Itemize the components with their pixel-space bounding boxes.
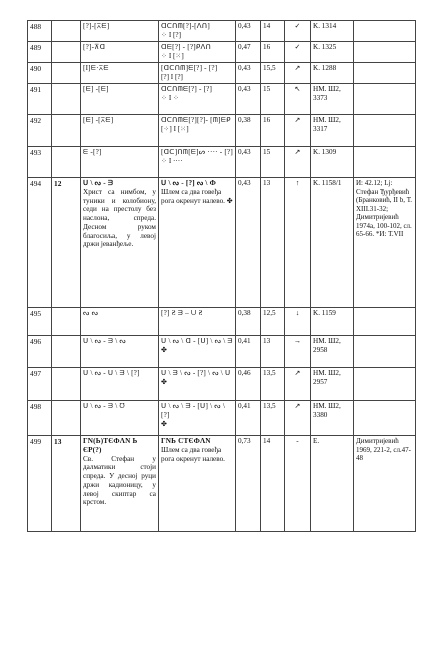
reverse-cell <box>159 115 236 147</box>
reverse-description: ✤ <box>161 377 168 386</box>
reverse-cell <box>159 21 236 42</box>
table-row <box>28 368 416 401</box>
weight-cell: 0,46 <box>236 368 261 401</box>
row-number: 498 <box>28 401 52 436</box>
weight-cell: 0,43 <box>236 63 261 84</box>
obverse-cell <box>81 336 159 368</box>
collection-cell: НМ. Ш2, 2957 <box>311 368 354 401</box>
die-axis-cell: ↗ <box>285 401 311 436</box>
row-number: 489 <box>28 42 52 63</box>
literature-cell: Димитријевић 1969, 221-2, сл.47-48 <box>354 436 416 532</box>
diameter-cell: 12,5 <box>261 308 285 336</box>
table-row <box>28 115 416 147</box>
collection-cell: НМ. Ш2, 3373 <box>311 84 354 115</box>
diameter-cell: 15,5 <box>261 63 285 84</box>
row-number: 494 <box>28 178 52 308</box>
row-number: 488 <box>28 21 52 42</box>
literature-cell <box>354 42 416 63</box>
obverse-description: Св. Стефан у далматики стоји спреда. У десној руци држи кадионицу, у левој скиптар са крстом. <box>83 454 156 507</box>
die-axis-cell: ✓ <box>285 42 311 63</box>
type-number <box>52 42 81 63</box>
diameter-cell: 16 <box>261 115 285 147</box>
table-row <box>28 42 416 63</box>
row-number: 499 <box>28 436 52 532</box>
obverse-inscription: [I]ᗴ·⊼ᗴ <box>83 64 109 72</box>
reverse-description: Шлем са два говеђа рога окренут налево. ✤ <box>161 187 233 205</box>
coin-catalogue-table <box>27 20 416 532</box>
table-row <box>28 401 416 436</box>
reverse-inscription: ᑌ \ ᔓ \ ᗡ - [ᑌ] \ ᔓ \ ᗱ <box>161 337 233 345</box>
die-axis-cell: ↗ <box>285 368 311 401</box>
table-row <box>28 308 416 336</box>
reverse-inscription: ᑌ \ ᔓ \ ᗱ - [ᑌ] \ ᔓ \ [?] <box>161 402 226 419</box>
type-number <box>52 84 81 115</box>
row-number: 497 <box>28 368 52 401</box>
collection-cell: НМ. Ш2, 3380 <box>311 401 354 436</box>
obverse-cell <box>81 84 159 115</box>
type-number <box>52 21 81 42</box>
obverse-cell <box>81 42 159 63</box>
collection-cell: НМ. Ш2, 2958 <box>311 336 354 368</box>
obverse-inscription: ᑌ \ ᔓ - ᑌ \ ᗱ \ [?] <box>83 369 140 377</box>
reverse-description: ✤ <box>161 419 168 428</box>
weight-cell: 0,43 <box>236 178 261 308</box>
type-number <box>52 63 81 84</box>
table-row <box>28 84 416 115</box>
die-axis-cell: → <box>285 336 311 368</box>
row-number: 492 <box>28 115 52 147</box>
weight-cell: 0,43 <box>236 21 261 42</box>
collection-cell: K. 1159 <box>311 308 354 336</box>
obverse-inscription: ᑌ \ ᔓ - ᗱ <box>83 179 114 187</box>
obverse-cell <box>81 401 159 436</box>
type-number <box>52 115 81 147</box>
obverse-inscription: ᔓ ᔓ <box>83 309 99 317</box>
type-number <box>52 336 81 368</box>
table-row <box>28 336 416 368</box>
table-row <box>28 178 416 308</box>
type-number <box>52 368 81 401</box>
row-number: 495 <box>28 308 52 336</box>
obverse-cell <box>81 147 159 178</box>
literature-cell <box>354 84 416 115</box>
literature-cell: И: 42.12; Lj: Стефан Ђурђевић (Бранковић, II b, Т. XIII.31-32; Димитријевић 1974а, 100-102, сл. 65-66. *И: T.VII <box>354 178 416 308</box>
reverse-description: ⁘ I ···· <box>161 156 183 165</box>
diameter-cell: 13,5 <box>261 368 285 401</box>
obverse-inscription: [ᗴ] -[ᗴ] <box>83 85 109 93</box>
row-number: 490 <box>28 63 52 84</box>
collection-cell: Е. <box>311 436 354 532</box>
row-number: 491 <box>28 84 52 115</box>
die-axis-cell: ↗ <box>285 63 311 84</box>
diameter-cell: 15 <box>261 147 285 178</box>
collection-cell: K. 1309 <box>311 147 354 178</box>
weight-cell: 0,43 <box>236 84 261 115</box>
obverse-inscription: ᑌ \ ᔓ - ᗱ \ ᔓ <box>83 337 127 345</box>
table-row <box>28 21 416 42</box>
obverse-description: Христ са нимбом, у туники и колобиону, седи на престолу без наслона, спреда. Десном руком благосиља, у левој држи јеванђеље. <box>83 187 156 249</box>
literature-cell <box>354 147 416 178</box>
diameter-cell: 13 <box>261 178 285 308</box>
reverse-inscription: ᗡᗴ[?] - [?]ᑭᐱᑎ <box>161 43 212 51</box>
obverse-cell <box>81 436 159 532</box>
reverse-cell <box>159 178 236 308</box>
reverse-cell <box>159 147 236 178</box>
collection-cell: K. 1314 <box>311 21 354 42</box>
reverse-description: [?] I [?] <box>161 72 183 81</box>
obverse-cell <box>81 63 159 84</box>
type-number: 13 <box>52 436 81 532</box>
obverse-cell <box>81 178 159 308</box>
reverse-inscription: ᗡᑕᑎᗰᗴ[?][?]- [ᗰ]ᗴᑭ <box>161 116 231 124</box>
type-number: 12 <box>52 178 81 308</box>
literature-cell <box>354 21 416 42</box>
row-number: 496 <box>28 336 52 368</box>
die-axis-cell: ↓ <box>285 308 311 336</box>
reverse-cell <box>159 63 236 84</box>
die-axis-cell: ↑ <box>285 178 311 308</box>
literature-cell <box>354 336 416 368</box>
reverse-description: [⁘] I [⁙] <box>161 124 189 133</box>
weight-cell: 0,47 <box>236 42 261 63</box>
diameter-cell: 13 <box>261 336 285 368</box>
obverse-cell <box>81 21 159 42</box>
reverse-description: ⁘ I [?] <box>161 30 181 39</box>
die-axis-cell: ↗ <box>285 147 311 178</box>
reverse-description: ✤ <box>161 345 168 354</box>
reverse-inscription: [ᗡᑕᑎᗰ]ᗴ[?] - [?] <box>161 64 218 72</box>
reverse-inscription: ᑌ \ ᗱ \ ᔓ - [?] \ ᔓ \ ᑌ <box>161 369 231 377</box>
collection-cell: НМ. Ш2, 3317 <box>311 115 354 147</box>
diameter-cell: 13,5 <box>261 401 285 436</box>
reverse-cell <box>159 436 236 532</box>
table-row <box>28 147 416 178</box>
weight-cell: 0,43 <box>236 147 261 178</box>
reverse-inscription: [?] Ƨ ᗱ – ᑌ Ƨ <box>161 309 203 317</box>
obverse-cell <box>81 115 159 147</box>
die-axis-cell: ↖ <box>285 84 311 115</box>
collection-cell: K. 1325 <box>311 42 354 63</box>
reverse-cell <box>159 84 236 115</box>
diameter-cell: 16 <box>261 42 285 63</box>
obverse-inscription: ГN(Ь)ТЄФΛN Ь ЄР(?) <box>83 437 138 454</box>
weight-cell: 0,41 <box>236 401 261 436</box>
weight-cell: 0,38 <box>236 308 261 336</box>
reverse-inscription: [ᗡᑕ]ᑎᗰ[ᗴ]ᔕ ···· - [?] <box>161 148 233 156</box>
collection-cell: K. 1288 <box>311 63 354 84</box>
reverse-cell <box>159 368 236 401</box>
reverse-cell <box>159 401 236 436</box>
obverse-inscription: [?]-[⊼ᗴ] <box>83 22 110 30</box>
die-axis-cell: ↗ <box>285 115 311 147</box>
literature-cell <box>354 115 416 147</box>
diameter-cell: 15 <box>261 84 285 115</box>
diameter-cell: 14 <box>261 21 285 42</box>
die-axis-cell: - <box>285 436 311 532</box>
die-axis-cell: ✓ <box>285 21 311 42</box>
literature-cell <box>354 308 416 336</box>
literature-cell <box>354 368 416 401</box>
reverse-inscription: ᗡᑕᑎᗰᗴ[?] - [?] <box>161 85 213 93</box>
reverse-inscription: ᗡᑕᑎᗰ[?]-[ᐱᑎ] <box>161 22 210 30</box>
obverse-cell <box>81 308 159 336</box>
type-number <box>52 308 81 336</box>
obverse-inscription: ᗴ -[?] <box>83 148 102 156</box>
literature-cell <box>354 63 416 84</box>
obverse-inscription: [?]-⊼ᗡ <box>83 43 106 51</box>
collection-cell: K. 1158/1 <box>311 178 354 308</box>
obverse-cell <box>81 368 159 401</box>
reverse-description: Шлем са два говеђа рога окренут налево. <box>161 445 225 463</box>
obverse-inscription: [ᗴ] -[⊼ᗴ] <box>83 116 114 124</box>
literature-cell <box>354 401 416 436</box>
reverse-description: ⁘ I [⁙] <box>161 51 184 60</box>
type-number <box>52 147 81 178</box>
reverse-inscription: ᑌ \ ᔓ - [?] ᔓ \ Ф <box>161 179 216 187</box>
weight-cell: 0,38 <box>236 115 261 147</box>
diameter-cell: 14 <box>261 436 285 532</box>
table-row <box>28 63 416 84</box>
weight-cell: 0,73 <box>236 436 261 532</box>
reverse-cell <box>159 336 236 368</box>
reverse-cell <box>159 308 236 336</box>
type-number <box>52 401 81 436</box>
table-row <box>28 436 416 532</box>
row-number: 493 <box>28 147 52 178</box>
weight-cell: 0,41 <box>236 336 261 368</box>
reverse-inscription: ГNЬ СТЄФΛN <box>161 437 211 445</box>
reverse-description: ⁘ I ⁘ <box>161 93 180 102</box>
obverse-inscription: ᑌ \ ᔓ - ᗱ \ ᘮ <box>83 402 126 410</box>
reverse-cell <box>159 42 236 63</box>
table-body <box>28 21 416 532</box>
